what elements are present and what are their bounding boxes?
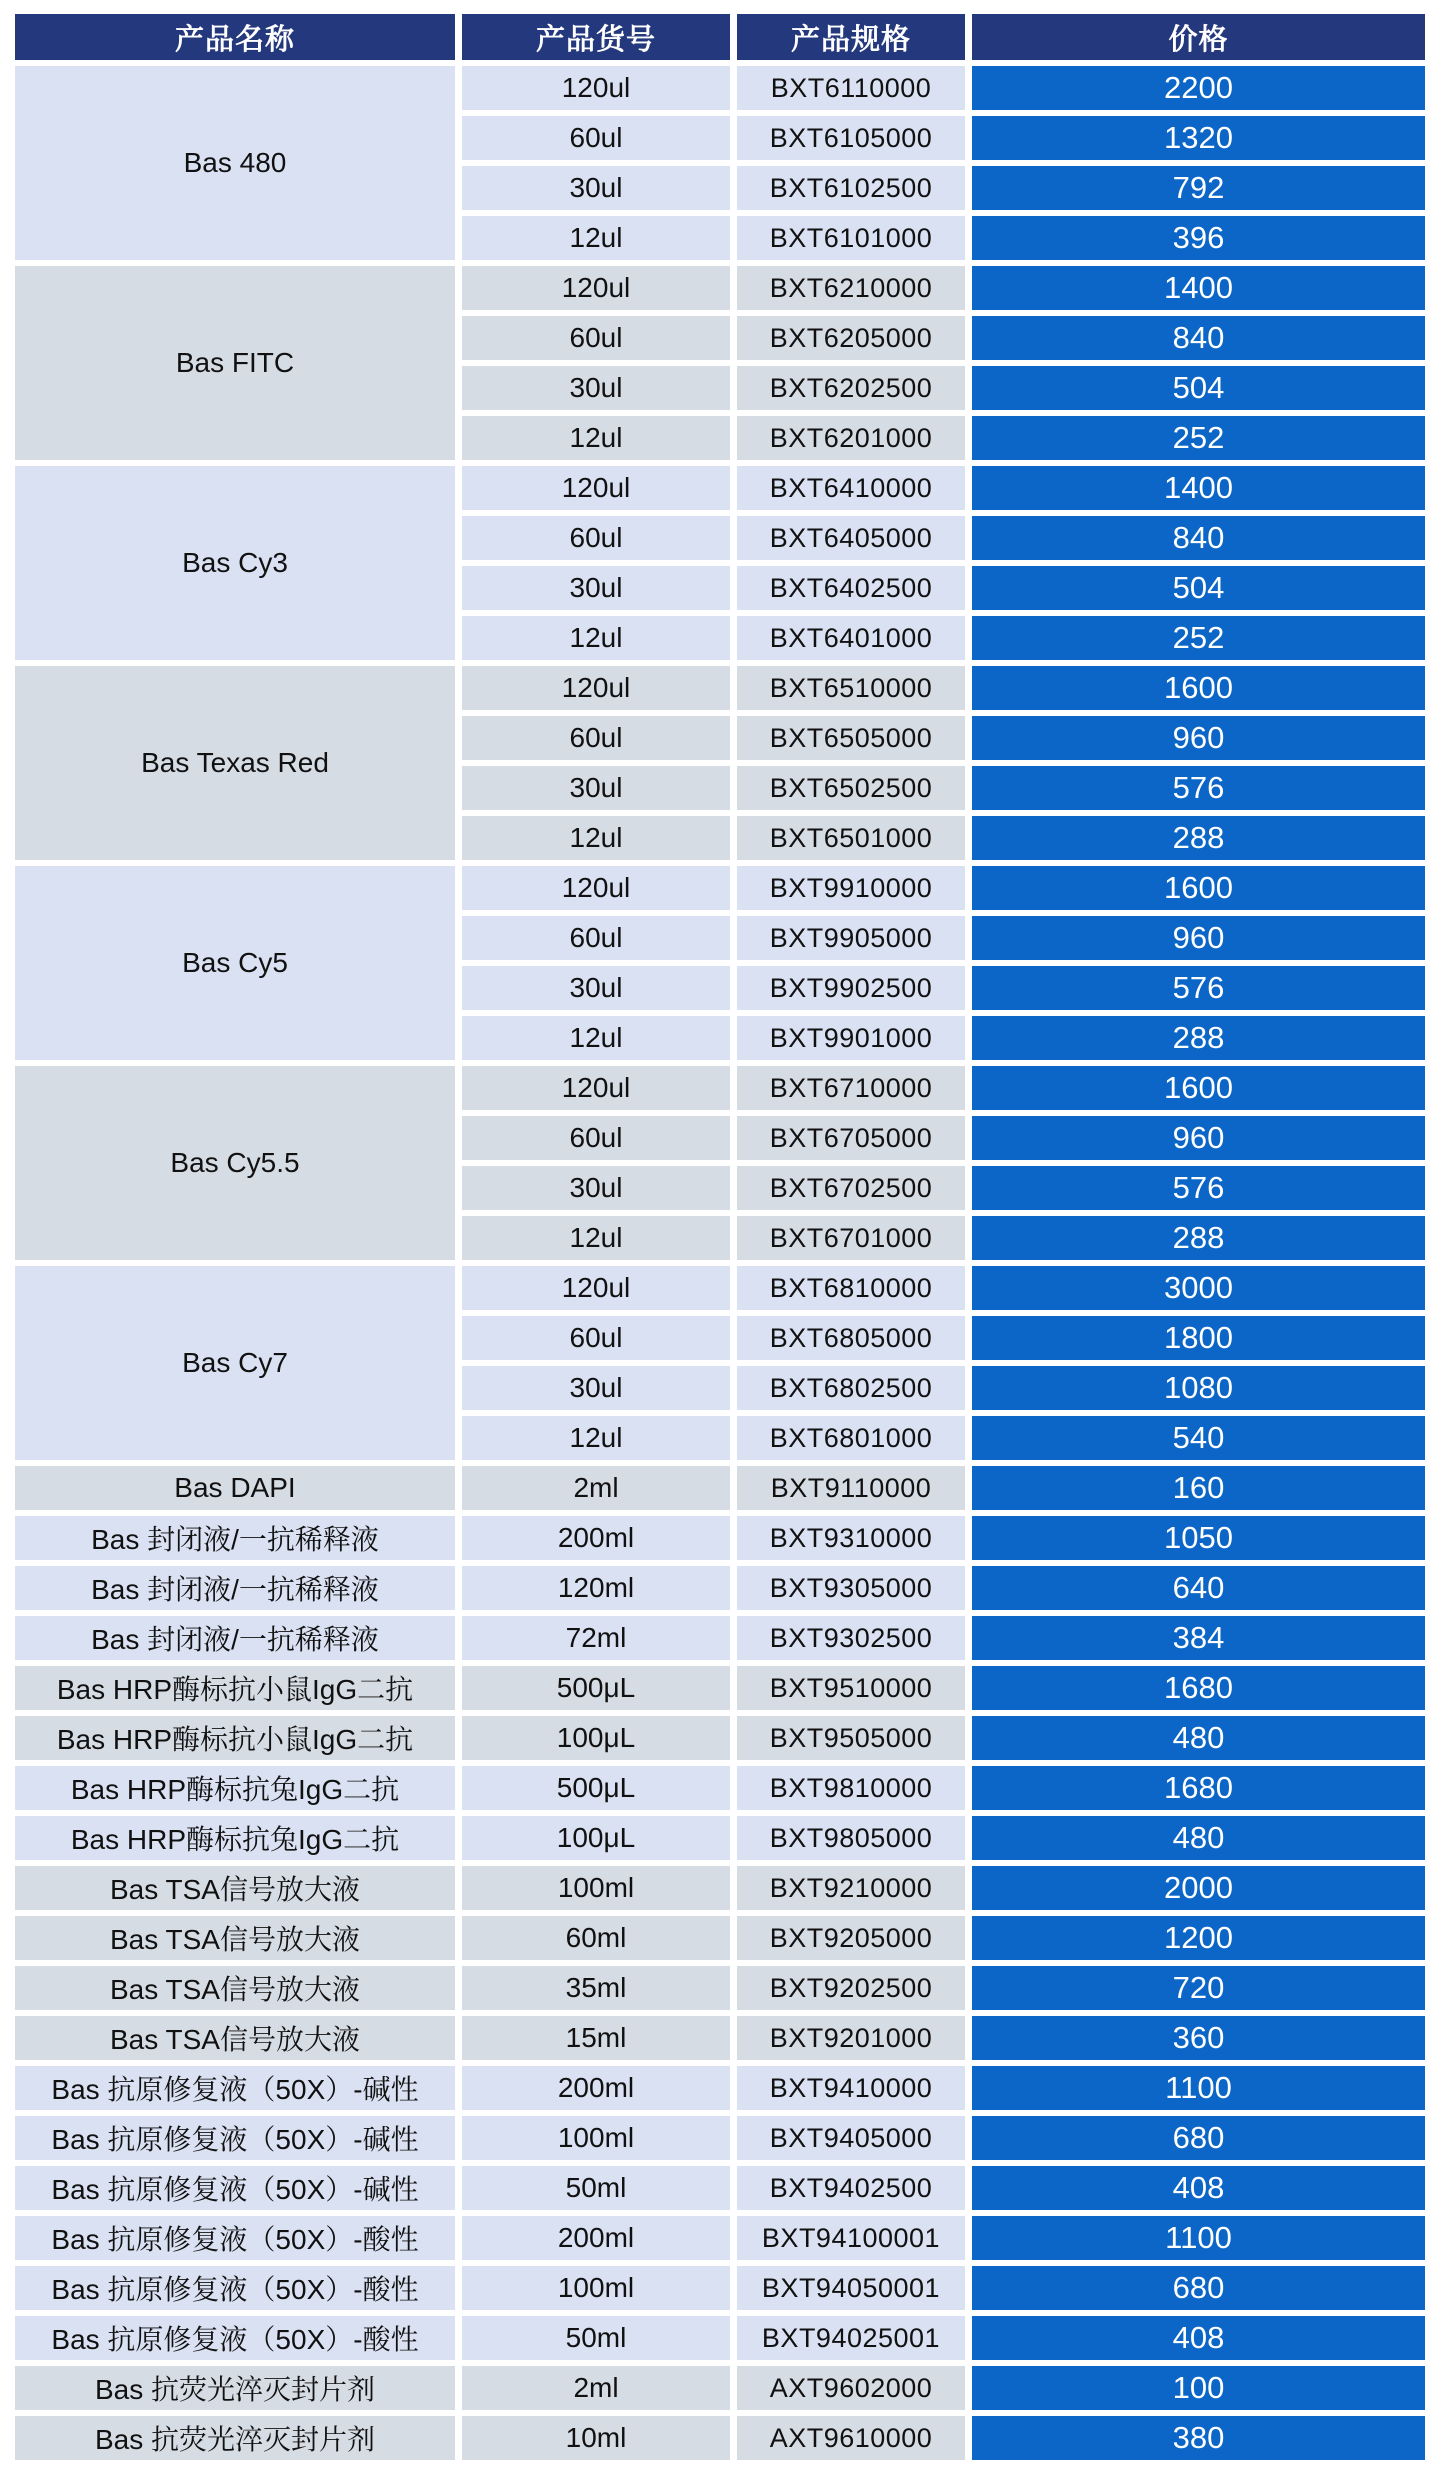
product-code-cell: BXT9201000 (737, 2016, 965, 2060)
product-code-cell: BXT9505000 (737, 1716, 965, 1760)
product-spec-cell: 60ul (462, 716, 730, 760)
product-spec-cell: 100ml (462, 2266, 730, 2310)
product-spec-cell: 200ml (462, 2216, 730, 2260)
product-price-cell: 1320 (972, 116, 1425, 160)
product-code-cell: BXT6805000 (737, 1316, 965, 1360)
product-name-cell: Bas TSA信号放大液 (15, 1966, 455, 2010)
product-code-cell: BXT6510000 (737, 666, 965, 710)
product-code-cell: BXT9210000 (737, 1866, 965, 1910)
product-price-cell: 1680 (972, 1766, 1425, 1810)
product-code-cell: BXT6710000 (737, 1066, 965, 1110)
product-code-cell: BXT94100001 (737, 2216, 965, 2260)
product-code-cell: BXT6410000 (737, 466, 965, 510)
product-name-cell: Bas 抗原修复液（50X）-碱性 (15, 2116, 455, 2160)
product-name-cell: Bas TSA信号放大液 (15, 1916, 455, 1960)
product-code-cell: BXT9510000 (737, 1666, 965, 1710)
product-name-cell: Bas HRP酶标抗兔IgG二抗 (15, 1816, 455, 1860)
product-code-cell: BXT6201000 (737, 416, 965, 460)
product-price-cell: 3000 (972, 1266, 1425, 1310)
product-price-cell: 840 (972, 316, 1425, 360)
product-spec-cell: 12ul (462, 216, 730, 260)
product-price-cell: 252 (972, 616, 1425, 660)
product-code-cell: BXT94050001 (737, 2266, 965, 2310)
header-product-name: 产品名称 (15, 14, 455, 60)
product-name-cell: Bas DAPI (15, 1466, 455, 1510)
product-row (15, 1866, 1425, 1910)
product-code-cell: BXT6401000 (737, 616, 965, 660)
product-price-cell: 504 (972, 566, 1425, 610)
product-spec-cell: 500μL (462, 1666, 730, 1710)
product-price-cell: 408 (972, 2316, 1425, 2360)
product-name-cell: Bas 抗荧光淬灭封片剂 (15, 2416, 455, 2460)
product-name-cell: Bas Texas Red (15, 666, 455, 860)
product-code-cell: BXT6701000 (737, 1216, 965, 1260)
product-spec-cell: 100ml (462, 2116, 730, 2160)
product-spec-cell: 120ml (462, 1566, 730, 1610)
product-price-cell: 1600 (972, 866, 1425, 910)
product-name-cell: Bas 抗原修复液（50X）-酸性 (15, 2316, 455, 2360)
product-price-cell: 2000 (972, 1866, 1425, 1910)
product-name-cell: Bas 抗原修复液（50X）-碱性 (15, 2066, 455, 2110)
product-spec-cell: 12ul (462, 416, 730, 460)
product-price-cell: 1100 (972, 2066, 1425, 2110)
product-price-cell: 1100 (972, 2216, 1425, 2260)
product-spec-cell: 30ul (462, 1366, 730, 1410)
product-name-cell: Bas HRP酶标抗小鼠IgG二抗 (15, 1666, 455, 1710)
product-spec-cell: 200ml (462, 2066, 730, 2110)
product-spec-cell: 30ul (462, 566, 730, 610)
product-code-cell: BXT9405000 (737, 2116, 965, 2160)
product-spec-cell: 50ml (462, 2316, 730, 2360)
product-spec-cell: 100μL (462, 1716, 730, 1760)
product-row (15, 1266, 1425, 1310)
product-spec-cell: 2ml (462, 1466, 730, 1510)
product-code-cell: BXT6501000 (737, 816, 965, 860)
product-code-cell: BXT9410000 (737, 2066, 965, 2110)
product-name-cell: Bas Cy3 (15, 466, 455, 660)
product-row (15, 1616, 1425, 1660)
product-row (15, 1766, 1425, 1810)
header-row (15, 14, 1425, 60)
product-spec-cell: 100ml (462, 1866, 730, 1910)
product-code-cell: BXT6801000 (737, 1416, 965, 1460)
product-spec-cell: 60ul (462, 516, 730, 560)
product-row (15, 866, 1425, 910)
product-row (15, 666, 1425, 710)
product-spec-cell: 12ul (462, 1016, 730, 1060)
product-spec-cell: 15ml (462, 2016, 730, 2060)
price-table (8, 8, 1432, 2466)
product-code-cell: AXT9602000 (737, 2366, 965, 2410)
product-price-cell: 360 (972, 2016, 1425, 2060)
product-name-cell: Bas FITC (15, 266, 455, 460)
product-price-cell: 640 (972, 1566, 1425, 1610)
product-price-cell: 1800 (972, 1316, 1425, 1360)
product-price-cell: 576 (972, 766, 1425, 810)
product-name-cell: Bas TSA信号放大液 (15, 2016, 455, 2060)
product-row (15, 1816, 1425, 1860)
product-spec-cell: 30ul (462, 166, 730, 210)
product-spec-cell: 30ul (462, 366, 730, 410)
product-row (15, 2266, 1425, 2310)
product-spec-cell: 60ul (462, 1116, 730, 1160)
product-spec-cell: 30ul (462, 1166, 730, 1210)
product-code-cell: BXT6802500 (737, 1366, 965, 1410)
product-name-cell: Bas 抗荧光淬灭封片剂 (15, 2366, 455, 2410)
product-name-cell: Bas Cy5 (15, 866, 455, 1060)
table-body (15, 66, 1425, 2460)
product-code-cell: BXT9402500 (737, 2166, 965, 2210)
product-price-cell: 396 (972, 216, 1425, 260)
product-code-cell: BXT9302500 (737, 1616, 965, 1660)
product-spec-cell: 60ul (462, 316, 730, 360)
product-spec-cell: 120ul (462, 66, 730, 110)
header-product-number: 产品货号 (462, 14, 730, 60)
product-name-cell: Bas 480 (15, 66, 455, 260)
product-price-cell: 160 (972, 1466, 1425, 1510)
table-header (15, 14, 1425, 60)
product-price-cell: 384 (972, 1616, 1425, 1660)
product-code-cell: BXT9910000 (737, 866, 965, 910)
product-row (15, 266, 1425, 310)
product-name-cell: Bas 抗原修复液（50X）-酸性 (15, 2266, 455, 2310)
product-name-cell: Bas Cy7 (15, 1266, 455, 1460)
product-row (15, 2216, 1425, 2260)
product-spec-cell: 120ul (462, 266, 730, 310)
product-price-cell: 480 (972, 1816, 1425, 1860)
header-product-spec: 产品规格 (737, 14, 965, 60)
product-code-cell: BXT6705000 (737, 1116, 965, 1160)
product-price-cell: 252 (972, 416, 1425, 460)
product-code-cell: AXT9610000 (737, 2416, 965, 2460)
product-price-cell: 480 (972, 1716, 1425, 1760)
product-code-cell: BXT6405000 (737, 516, 965, 560)
product-row (15, 2416, 1425, 2460)
product-price-cell: 1600 (972, 1066, 1425, 1110)
product-name-cell: Bas HRP酶标抗小鼠IgG二抗 (15, 1716, 455, 1760)
product-spec-cell: 60ul (462, 116, 730, 160)
product-code-cell: BXT6210000 (737, 266, 965, 310)
product-spec-cell: 60ml (462, 1916, 730, 1960)
product-row (15, 1516, 1425, 1560)
product-row (15, 2166, 1425, 2210)
product-row (15, 2066, 1425, 2110)
product-spec-cell: 120ul (462, 1266, 730, 1310)
product-code-cell: BXT6402500 (737, 566, 965, 610)
product-code-cell: BXT9902500 (737, 966, 965, 1010)
product-price-cell: 540 (972, 1416, 1425, 1460)
product-code-cell: BXT6810000 (737, 1266, 965, 1310)
header-price: 价格 (972, 14, 1425, 60)
product-code-cell: BXT6105000 (737, 116, 965, 160)
product-price-cell: 288 (972, 1216, 1425, 1260)
product-row (15, 2316, 1425, 2360)
product-code-cell: BXT9805000 (737, 1816, 965, 1860)
product-price-cell: 1400 (972, 266, 1425, 310)
product-spec-cell: 12ul (462, 816, 730, 860)
product-spec-cell: 10ml (462, 2416, 730, 2460)
product-price-cell: 840 (972, 516, 1425, 560)
product-spec-cell: 30ul (462, 966, 730, 1010)
product-code-cell: BXT9202500 (737, 1966, 965, 2010)
product-code-cell: BXT9205000 (737, 1916, 965, 1960)
product-price-cell: 960 (972, 1116, 1425, 1160)
product-row (15, 66, 1425, 110)
product-row (15, 1466, 1425, 1510)
product-row (15, 1566, 1425, 1610)
product-price-cell: 960 (972, 916, 1425, 960)
product-code-cell: BXT6205000 (737, 316, 965, 360)
product-row (15, 2366, 1425, 2410)
product-spec-cell: 12ul (462, 1216, 730, 1260)
product-spec-cell: 100μL (462, 1816, 730, 1860)
product-row (15, 1916, 1425, 1960)
product-name-cell: Bas 封闭液/一抗稀释液 (15, 1566, 455, 1610)
product-row (15, 1066, 1425, 1110)
product-spec-cell: 30ul (462, 766, 730, 810)
product-spec-cell: 120ul (462, 466, 730, 510)
product-price-cell: 576 (972, 966, 1425, 1010)
product-code-cell: BXT9305000 (737, 1566, 965, 1610)
product-code-cell: BXT6505000 (737, 716, 965, 760)
product-row (15, 1666, 1425, 1710)
product-name-cell: Bas 封闭液/一抗稀释液 (15, 1616, 455, 1660)
product-name-cell: Bas 抗原修复液（50X）-酸性 (15, 2216, 455, 2260)
product-name-cell: Bas 封闭液/一抗稀释液 (15, 1516, 455, 1560)
product-price-cell: 720 (972, 1966, 1425, 2010)
product-code-cell: BXT9110000 (737, 1466, 965, 1510)
product-spec-cell: 120ul (462, 1066, 730, 1110)
product-row (15, 1716, 1425, 1760)
product-code-cell: BXT9905000 (737, 916, 965, 960)
product-row (15, 466, 1425, 510)
product-price-cell: 288 (972, 816, 1425, 860)
product-price-cell: 792 (972, 166, 1425, 210)
product-row (15, 2016, 1425, 2060)
product-price-cell: 100 (972, 2366, 1425, 2410)
product-code-cell: BXT94025001 (737, 2316, 965, 2360)
product-name-cell: Bas HRP酶标抗兔IgG二抗 (15, 1766, 455, 1810)
product-name-cell: Bas 抗原修复液（50X）-碱性 (15, 2166, 455, 2210)
product-spec-cell: 60ul (462, 916, 730, 960)
product-spec-cell: 2ml (462, 2366, 730, 2410)
product-spec-cell: 12ul (462, 1416, 730, 1460)
product-spec-cell: 72ml (462, 1616, 730, 1660)
product-spec-cell: 60ul (462, 1316, 730, 1360)
product-code-cell: BXT6202500 (737, 366, 965, 410)
product-price-cell: 576 (972, 1166, 1425, 1210)
product-price-cell: 1050 (972, 1516, 1425, 1560)
product-price-cell: 504 (972, 366, 1425, 410)
product-price-cell: 1680 (972, 1666, 1425, 1710)
product-price-cell: 1400 (972, 466, 1425, 510)
product-code-cell: BXT6110000 (737, 66, 965, 110)
product-spec-cell: 200ml (462, 1516, 730, 1560)
product-code-cell: BXT6502500 (737, 766, 965, 810)
product-spec-cell: 12ul (462, 616, 730, 660)
product-code-cell: BXT9810000 (737, 1766, 965, 1810)
product-code-cell: BXT9901000 (737, 1016, 965, 1060)
product-price-cell: 1600 (972, 666, 1425, 710)
product-price-cell: 380 (972, 2416, 1425, 2460)
product-price-cell: 1200 (972, 1916, 1425, 1960)
product-spec-cell: 500μL (462, 1766, 730, 1810)
product-price-cell: 408 (972, 2166, 1425, 2210)
product-price-cell: 680 (972, 2116, 1425, 2160)
product-price-cell: 1080 (972, 1366, 1425, 1410)
product-row (15, 2116, 1425, 2160)
product-spec-cell: 120ul (462, 666, 730, 710)
product-name-cell: Bas TSA信号放大液 (15, 1866, 455, 1910)
product-price-cell: 2200 (972, 66, 1425, 110)
product-code-cell: BXT6702500 (737, 1166, 965, 1210)
product-spec-cell: 35ml (462, 1966, 730, 2010)
product-name-cell: Bas Cy5.5 (15, 1066, 455, 1260)
product-code-cell: BXT6101000 (737, 216, 965, 260)
product-code-cell: BXT6102500 (737, 166, 965, 210)
product-spec-cell: 120ul (462, 866, 730, 910)
product-price-cell: 960 (972, 716, 1425, 760)
product-price-cell: 288 (972, 1016, 1425, 1060)
product-code-cell: BXT9310000 (737, 1516, 965, 1560)
product-row (15, 1966, 1425, 2010)
product-price-cell: 680 (972, 2266, 1425, 2310)
product-spec-cell: 50ml (462, 2166, 730, 2210)
